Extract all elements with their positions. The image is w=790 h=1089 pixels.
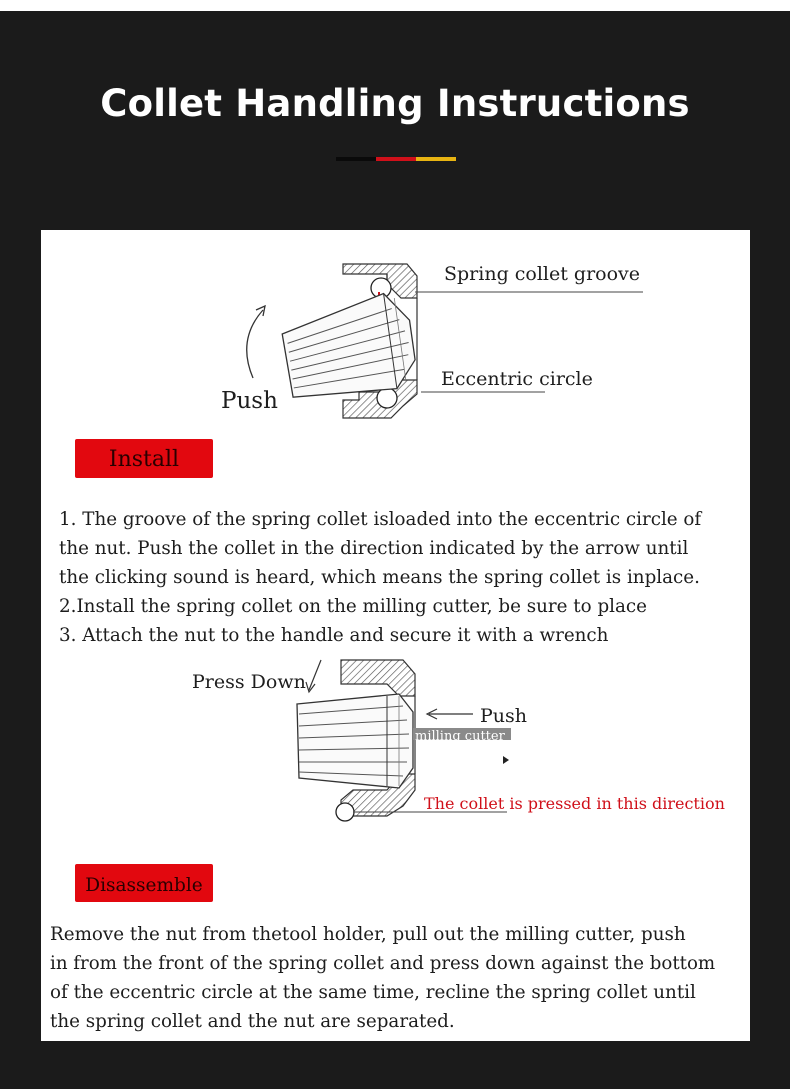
install-line-3: the clicking sound is heard, which means the spring collet is inplace. <box>59 567 700 588</box>
push-arrow-icon <box>427 709 473 719</box>
label-spring-collet-groove: Spring collet groove <box>444 263 641 285</box>
disassemble-line-4: the spring collet and the nut are separated. <box>50 1011 455 1032</box>
label-push-disassemble: Push <box>480 705 528 727</box>
nut-section-top <box>341 660 415 696</box>
direction-arrow-icon <box>503 756 509 764</box>
disassemble-badge: Disassemble <box>75 864 213 902</box>
install-line-4: 2.Install the spring collet on the milling cutter, be sure to place <box>59 596 647 617</box>
install-diagram <box>41 230 750 430</box>
eccentric-circle-mark <box>336 803 354 821</box>
push-arrow-icon <box>247 306 265 378</box>
instruction-panel <box>41 230 750 1041</box>
eccentric-circle-mark <box>377 388 397 408</box>
disassemble-line-3: of the eccentric circle at the same time, recline the spring collet until <box>50 982 696 1003</box>
accent-stripe-red <box>376 157 416 161</box>
label-collet-direction: The collet is pressed in this direction <box>424 794 725 813</box>
label-milling-cutter: milling cutter <box>415 729 505 744</box>
disassemble-line-2: in from the front of the spring collet and press down against the bottom <box>50 953 716 974</box>
label-push-install: Push <box>221 388 278 414</box>
install-line-2: the nut. Push the collet in the direction indicated by the arrow until <box>59 538 689 559</box>
page-title: Collet Handling Instructions <box>100 82 690 125</box>
collet-body <box>297 694 413 788</box>
label-press-down: Press Down <box>192 671 306 693</box>
label-eccentric-circle: Eccentric circle <box>441 368 593 390</box>
disassemble-line-1: Remove the nut from thetool holder, pull out the milling cutter, push <box>50 924 686 945</box>
install-badge: Install <box>75 439 213 478</box>
accent-stripe-yellow <box>416 157 456 161</box>
disassemble-instructions <box>50 920 715 1036</box>
accent-stripe-black <box>336 157 376 161</box>
press-down-arrow-icon <box>306 660 321 692</box>
install-instructions <box>59 505 701 650</box>
install-line-5: 3. Attach the nut to the handle and secure it with a wrench <box>59 625 609 646</box>
collet-body <box>279 290 419 403</box>
install-line-1: 1. The groove of the spring collet isloaded into the eccentric circle of <box>59 509 702 530</box>
